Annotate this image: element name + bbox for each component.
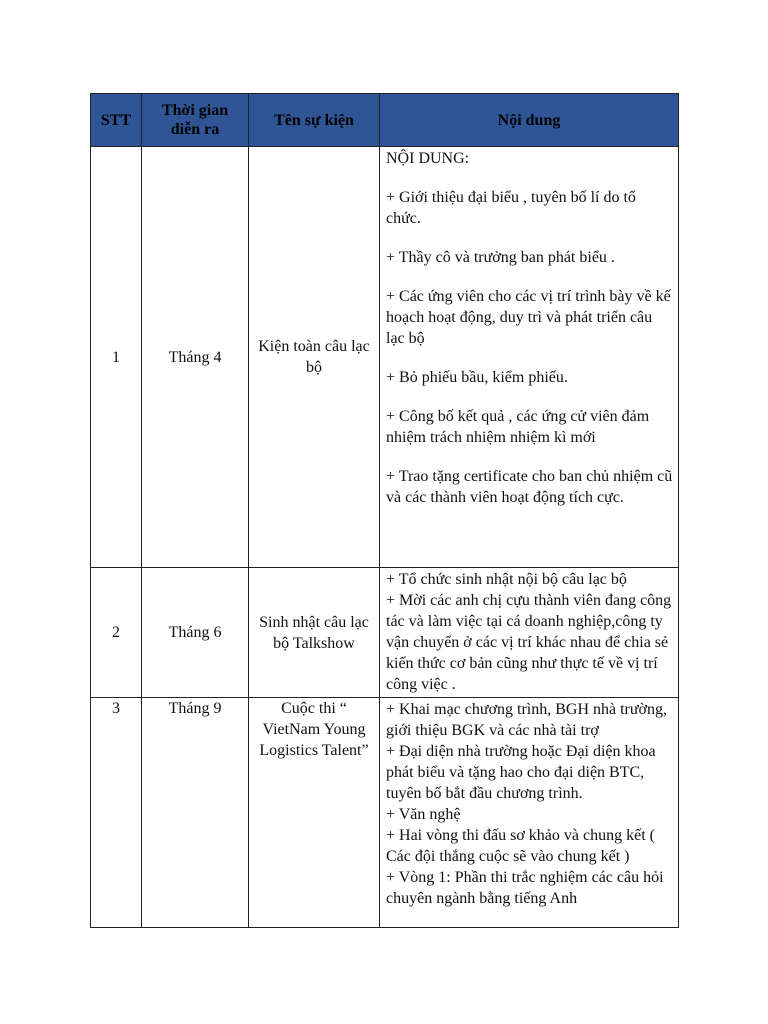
content-line: + Khai mạc chương trình, BGH nhà trường, giới thiệu BGK và các nhà tài trợ — [386, 701, 668, 739]
content-line: + Thầy cô và trưởng ban phát biểu . — [386, 249, 615, 266]
header-time: Thời gian diễn ra — [142, 94, 249, 147]
content-line: + Giới thiệu đại biểu , tuyên bố lí do tổ chức. — [386, 189, 636, 227]
content-line: + Tổ chức sinh nhật nội bộ câu lạc bộ — [386, 571, 627, 588]
table-row — [91, 568, 679, 698]
table-header-row — [91, 94, 679, 147]
content-line: + Vòng 1: Phần thi trắc nghiệm các câu hỏi chuyên ngành bằng tiếng Anh — [386, 869, 664, 907]
row-time: Tháng 9 — [142, 698, 249, 928]
content-line: + Văn nghệ — [386, 806, 461, 823]
content-line: NỘI DUNG: — [386, 150, 470, 167]
content-line: + Các ứng viên cho các vị trí trình bày về kế hoạch hoạt động, duy trì và phát triển câu lạc bộ — [386, 288, 671, 347]
content-line: + Bỏ phiếu bầu, kiểm phiếu. — [386, 369, 568, 386]
table-row — [91, 147, 679, 568]
row-event-name: Sinh nhật câu lạc bộ Talkshow — [249, 568, 380, 698]
table-row — [91, 698, 679, 928]
row-stt: 2 — [91, 568, 142, 698]
row-event-name: Kiện toàn câu lạc bộ — [249, 147, 380, 568]
row-stt: 1 — [91, 147, 142, 568]
content-line: + Mời các anh chị cựu thành viên đang công tác và làm việc tại cá doanh nghiệp,công ty vận chuyển ở các vị trí khác nhau để chia sẻ kiến thức cơ bản cũng như thực tế về vị trí công việc . — [386, 592, 672, 693]
header-stt: STT — [91, 94, 142, 147]
row-time: Tháng 6 — [142, 568, 249, 698]
event-schedule-table — [90, 93, 679, 928]
row-content — [380, 147, 679, 568]
content-line: + Trao tặng certificate cho ban chủ nhiệm cũ và các thành viên hoạt động tích cực. — [386, 468, 673, 506]
row-content — [380, 698, 679, 928]
header-event-name: Tên sự kiện — [249, 94, 380, 147]
content-line: + Hai vòng thi đấu sơ khảo và chung kết ( Các đội thắng cuộc sẽ vào chung kết ) — [386, 827, 655, 865]
header-content: Nội dung — [380, 94, 679, 147]
row-event-name: Cuộc thi “ VietNam Young Logistics Talent” — [249, 698, 380, 928]
content-line: + Đại diện nhà trường hoặc Đại diện khoa phát biểu và tặng hao cho đại diện BTC, tuyên bố bắt đầu chương trình. — [386, 743, 656, 802]
row-content — [380, 568, 679, 698]
content-line: + Công bố kết quả , các ứng cử viên đảm nhiệm trách nhiệm nhiệm kì mới — [386, 408, 650, 446]
row-stt: 3 — [91, 698, 142, 928]
row-time: Tháng 4 — [142, 147, 249, 568]
